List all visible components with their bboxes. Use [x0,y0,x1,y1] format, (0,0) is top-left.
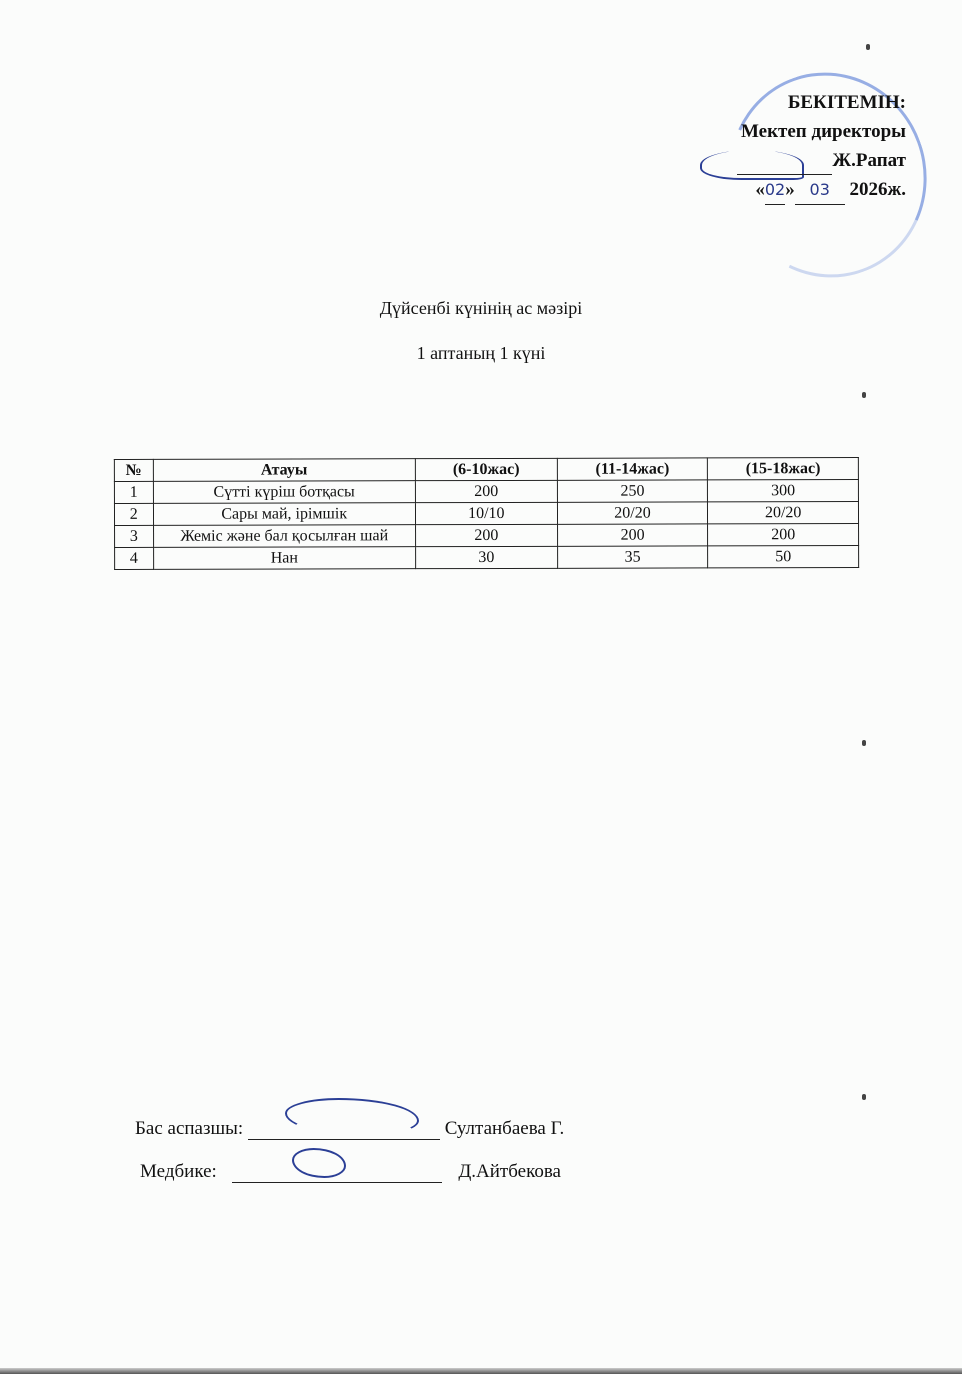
page-subtitle: 1 аптаның 1 күні [416,343,546,363]
punch-mark [862,1094,866,1100]
approval-month: 03 [795,175,845,205]
nurse-label: Медбике: [140,1161,217,1182]
approval-name: Ж.Рапат [832,150,906,171]
cell: Сүтті күріш ботқасы [153,481,415,504]
cell: 20/20 [557,502,708,524]
signature-line [737,154,832,175]
cell: 300 [708,480,859,502]
cell: 35 [557,546,708,568]
cell: Жеміс және бал қосылған шай [153,525,415,548]
header-name: Атауы [153,459,415,482]
cell: 4 [115,547,154,569]
cell: 200 [557,524,708,546]
menu-table [114,457,859,570]
header-age-15-18: (15-18жас) [708,458,859,480]
table-row [114,480,858,504]
approval-date [737,175,906,205]
cell: 200 [415,480,557,502]
cell: 50 [708,546,859,568]
table-row [114,502,858,526]
cell: 3 [115,525,154,547]
nurse-signature-row [140,1160,561,1183]
header-age-6-10: (6-10жас) [415,458,557,480]
cell: Нан [153,547,415,570]
approval-day: 02 [765,175,785,205]
page-edge [0,1368,962,1374]
chef-label: Бас аспазшы: [135,1118,244,1139]
approval-signer [737,146,906,175]
cell: 30 [415,546,557,568]
header-age-11-14: (11-14жас) [557,458,708,480]
table-row [115,524,859,548]
quote-close: » [785,179,795,200]
chef-name: Султанбаева Г. [444,1118,565,1139]
page-title: Дүйсенбі күнінің ас мәзірі [379,298,583,318]
approval-heading: БЕКІТЕМІН: [787,92,906,113]
table-row [115,546,859,570]
cell: 10/10 [415,502,557,524]
cell: 20/20 [708,502,859,524]
header-number: № [114,459,153,481]
punch-mark [862,392,866,398]
cell: 200 [708,524,859,546]
cell: Сары май, ірімшік [153,503,415,526]
punch-mark [862,740,866,746]
approval-block [737,88,906,205]
cell: 200 [415,524,557,546]
cell: 2 [114,503,153,525]
cell: 250 [557,480,708,502]
approval-year: 2026ж. [849,179,906,200]
punch-mark [866,44,870,50]
nurse-name: Д.Айтбекова [458,1161,561,1182]
quote-open: « [755,179,765,200]
cell: 1 [114,481,153,503]
table-header-row [114,458,858,482]
approval-position: Мектеп директоры [740,121,906,142]
